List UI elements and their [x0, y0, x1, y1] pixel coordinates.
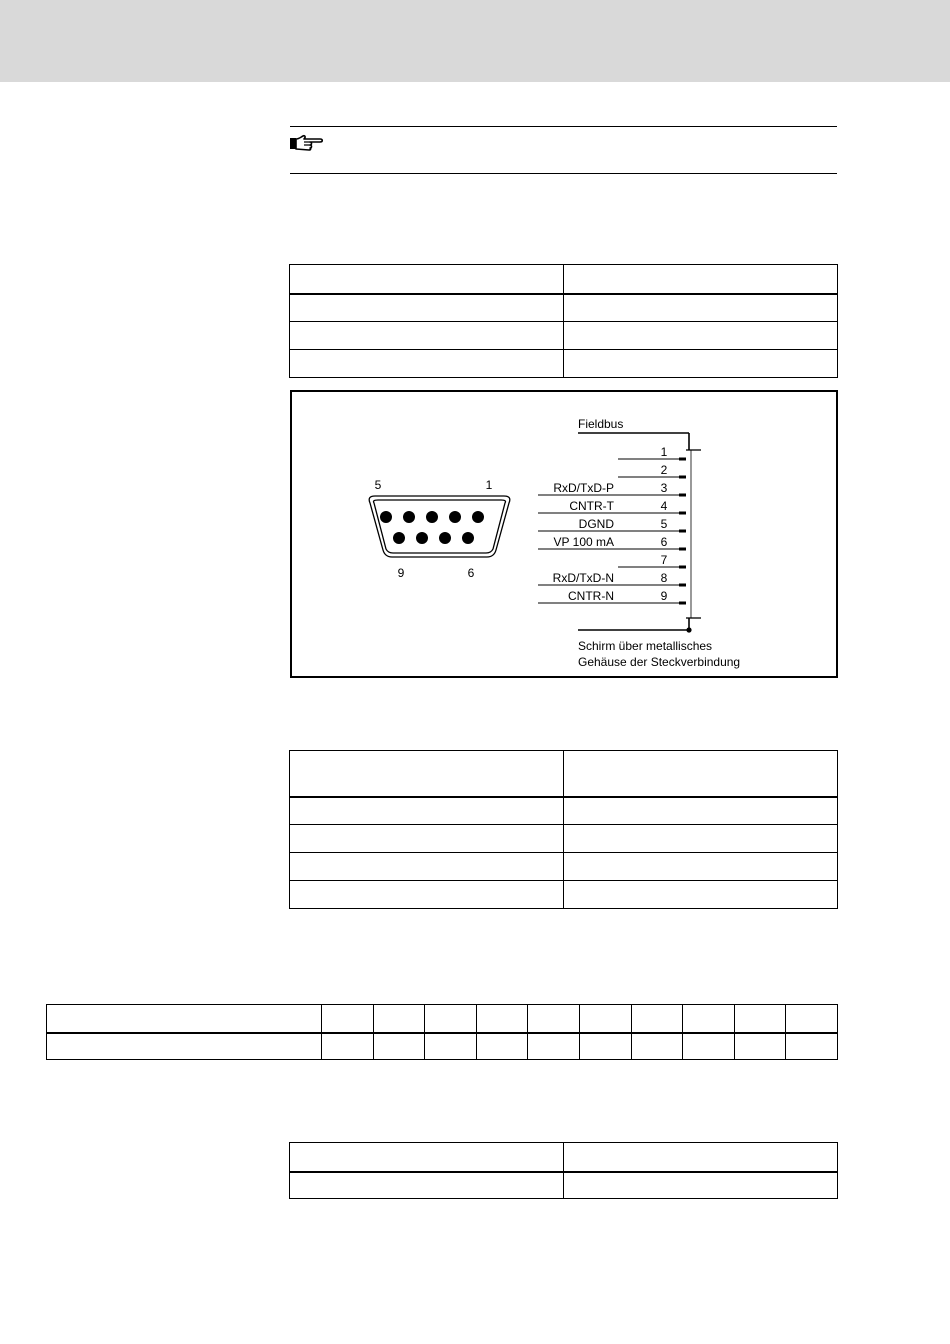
connector-pin-dot [449, 511, 461, 523]
bus-pin-number: 5 [660, 517, 668, 531]
bus-pin-list [538, 445, 686, 603]
connector-pin-dot [472, 511, 484, 523]
table-header-row [290, 265, 838, 294]
bus-pin-number: 1 [660, 445, 668, 459]
bus-pin-number: 8 [660, 571, 668, 585]
bus-pin-number: 3 [660, 481, 668, 495]
bus-pin-signal: CNTR-N [568, 589, 614, 603]
bus-pin-number: 4 [660, 499, 668, 513]
connector-pin-dot [393, 532, 405, 544]
table-1 [289, 264, 838, 378]
bus-pin-signal: RxD/TxD-N [552, 571, 614, 585]
table-row [290, 322, 838, 350]
bus-pin-number: 2 [660, 463, 668, 477]
bus-pin-number: 6 [660, 535, 668, 549]
connector-pin-dot [403, 511, 415, 523]
table-row [47, 1033, 838, 1060]
connector-pin-dot [439, 532, 451, 544]
connector-pin-dot [426, 511, 438, 523]
connector-pinout-figure [290, 390, 838, 678]
bus-pin-signal: RxD/TxD-P [553, 481, 614, 495]
shield-note-line-1: Schirm über metallisches [578, 639, 713, 653]
note-top-rule [290, 126, 837, 127]
bus-pin-signal: CNTR-T [569, 499, 614, 513]
table-row [290, 853, 838, 881]
table-header-row [290, 751, 838, 797]
table-header-row [47, 1005, 838, 1033]
table-row [290, 825, 838, 853]
table-row [290, 294, 838, 322]
pin-label-bottom-right: 6 [467, 566, 475, 580]
pinout-diagram [292, 392, 836, 676]
dsub9-connector-drawing [369, 496, 510, 557]
bus-pin-signal: DGND [578, 517, 614, 531]
pin-label-bottom-left: 9 [397, 566, 405, 580]
pin-label-top-left: 5 [374, 478, 382, 492]
table-row [290, 797, 838, 825]
table-3 [46, 1004, 838, 1060]
table-row [290, 881, 838, 909]
bus-pin-signal: VP 100 mA [553, 535, 614, 549]
pin-label-top-right: 1 [485, 478, 493, 492]
table-row [290, 350, 838, 378]
shield-note-line-2: Gehäuse der Steckverbindung [578, 655, 741, 669]
connector-pin-dot [462, 532, 474, 544]
page-header-band [0, 0, 950, 82]
table-header-row [290, 1143, 838, 1172]
bus-pin-number: 7 [660, 553, 668, 567]
table-4 [289, 1142, 838, 1199]
table-row [290, 1172, 838, 1199]
bus-title: Fieldbus [578, 417, 624, 431]
table-2 [289, 750, 838, 909]
pointing-hand-icon [289, 134, 325, 152]
note-bottom-rule [290, 173, 837, 174]
connector-pin-dot [380, 511, 392, 523]
ground-junction-dot [686, 627, 691, 632]
connector-pin-dot [416, 532, 428, 544]
bus-pin-number: 9 [660, 589, 668, 603]
